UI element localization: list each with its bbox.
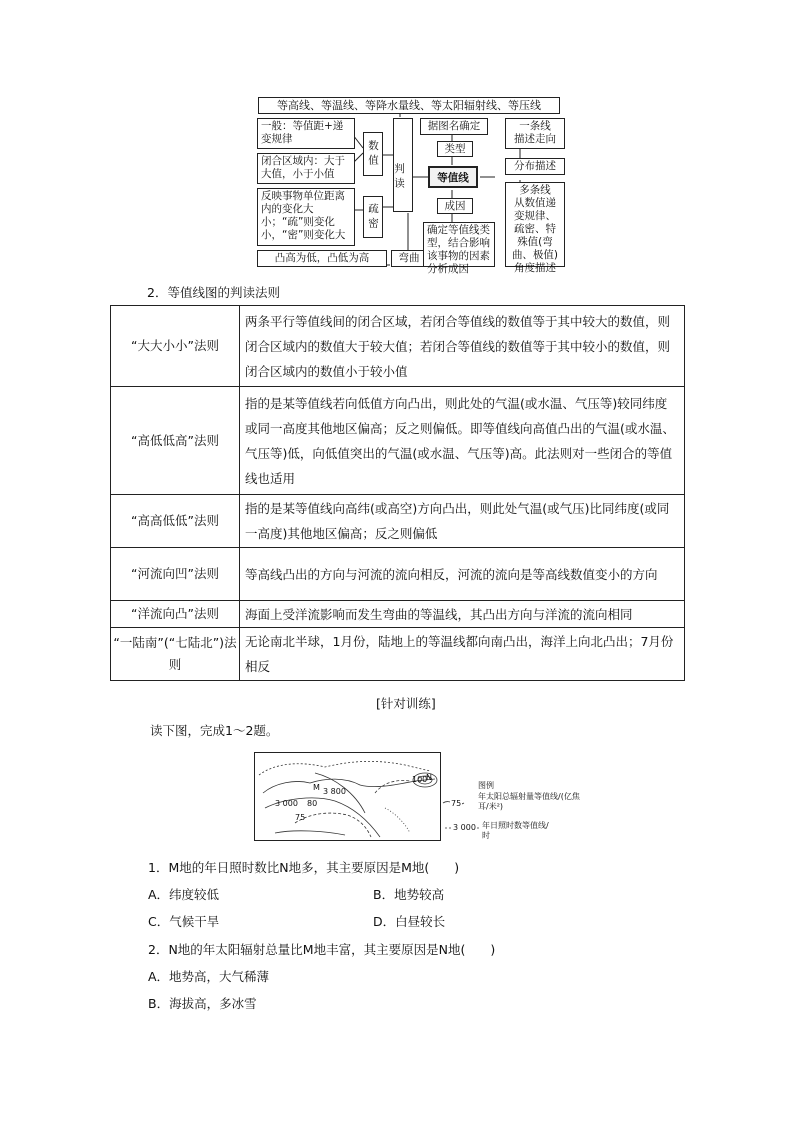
question-1-option-a[interactable]: A．纬度较低 <box>148 887 220 902</box>
question-2-option-a[interactable]: A．地势高，大气稀薄 <box>148 969 270 984</box>
diagram-reflect-box: 反映事物单位距离内的变化大小；“疏”则变化小，“密”则变化大 <box>257 188 355 246</box>
diagram-closed-box: 闭合区域内：大于大值，小于小值 <box>257 153 355 184</box>
map-label-80: 80 <box>307 799 318 808</box>
table-row <box>111 628 685 681</box>
diagram-center-label: 等值线 <box>428 166 478 188</box>
rule-text: 指的是某等值线向高纬(或高空)方向凸出，则此处气温(或气压)比同纬度(或同一高度)其他地区偏高；反之则偏低 <box>240 495 685 548</box>
rules-table <box>110 305 685 681</box>
map-label-100: 100 <box>412 775 428 784</box>
legend-radiation-value: 75 <box>451 799 462 808</box>
rule-text: 两条平行等值线间的闭合区域，若闭合等值线的数值等于其中较大的数值，则闭合区域内的数值大于较大值；若闭合等值线的数值等于其中较小的数值，则闭合区域内的数值小于较小值 <box>240 306 685 387</box>
question-1-stem: 1．M地的年日照时数比N地多，其主要原因是M地( ) <box>148 860 460 875</box>
map-drawing <box>255 753 440 840</box>
map-label-3800: 3 800 <box>323 787 346 796</box>
question-1-option-c[interactable]: C．气候干旱 <box>148 914 220 929</box>
diagram-type-label: 类型 <box>437 141 473 157</box>
diagram-top-label: 等高线、等温线、等降水量线、等太阳辐射线、等压线 <box>258 97 560 114</box>
diagram-one-line: 一条线 <box>519 120 551 132</box>
rule-name: “大大小小”法则 <box>111 306 240 387</box>
diagram-general-box: 一般：等值距+递变规律 <box>257 118 355 149</box>
rule-name: “一陆南”(“七陆北”)法则 <box>111 628 240 681</box>
map-label-75: 75 <box>295 813 306 822</box>
diagram-one-line-box <box>505 118 565 149</box>
legend-radiation: 年太阳总辐射量等值线/(亿焦耳/米²) <box>478 792 580 811</box>
diagram-judge-label: 判读 <box>393 118 413 212</box>
table-row <box>111 548 685 601</box>
table-row <box>111 601 685 628</box>
diagram-multi-line: 多条线 <box>519 184 551 196</box>
question-1-option-b[interactable]: B．地势较高 <box>373 887 445 902</box>
map-label-n: N <box>426 773 432 782</box>
map-label-m: M <box>313 783 320 792</box>
training-title: [针对训练] <box>376 696 436 711</box>
table-row <box>111 387 685 495</box>
rule-text: 无论南北半球，1月份，陆地上的等温线都向南凸出，海洋上向北凸出；7月份相反 <box>240 628 685 681</box>
diagram-trend-desc: 描述走向 <box>514 133 556 145</box>
diagram-cause-label: 成因 <box>437 198 473 214</box>
rule-text: 指的是某等值线若向低值方向凸出，则此处的气温(或水温、气压等)较同纬度或同一高度其他地区偏高；反之则偏低。即等值线向高值凸出的气温(或水温、气压等)低，向低值突出的气温(或水温、气压等)高。此法则对一些闭合的等值线也适用 <box>240 387 685 495</box>
diagram-value-label: 数值 <box>363 132 383 176</box>
diagram-multi-box <box>505 182 565 274</box>
map-figure <box>254 752 441 841</box>
table-row <box>111 495 685 548</box>
rule-text: 等高线凸出的方向与河流的流向相反，河流的流向是等高线数值变小的方向 <box>240 548 685 601</box>
diagram-dist-desc: 分布描述 <box>505 158 565 175</box>
diagram-bump-box: 凸高为低，凸低为高 <box>257 250 387 267</box>
rule-name: “洋流向凸”法则 <box>111 601 240 628</box>
rule-name: “高高低低”法则 <box>111 495 240 548</box>
map-label-3000: 3 000 <box>275 799 298 808</box>
rule-name: “河流向凹”法则 <box>111 548 240 601</box>
rule-text: 海面上受洋流影响而发生弯曲的等温线，其凸出方向与洋流的流向相同 <box>240 601 685 628</box>
diagram-bend-label: 弯曲 <box>391 250 427 267</box>
diagram-density-label: 疏密 <box>363 196 383 238</box>
question-2-stem: 2．N地的年太阳辐射总量比M地丰富，其主要原因是N地( ) <box>148 942 496 957</box>
legend-title: 图例 <box>478 781 494 790</box>
legend-sunshine-value: 3 000 <box>453 823 476 832</box>
rule-name: “高低低高”法则 <box>111 387 240 495</box>
legend-sunshine: 年日照时数等值线/时 <box>482 821 549 840</box>
question-2-option-b[interactable]: B．海拔高，多冰雪 <box>148 996 257 1011</box>
diagram-multi-desc: 从数值递变规律、疏密、特殊值(弯曲、极值)角度描述 <box>511 197 559 274</box>
question-1-option-d[interactable]: D．白昼较长 <box>373 914 446 929</box>
read-prompt: 读下图，完成1～2题。 <box>150 723 279 738</box>
table-row <box>111 306 685 387</box>
diagram-cause-desc: 确定等值线类型，结合影响该事物的因素分析成因 <box>423 222 495 267</box>
section2-title: 2．等值线图的判读法则 <box>147 285 280 300</box>
diagram-type-source: 据图名确定 <box>420 118 488 135</box>
